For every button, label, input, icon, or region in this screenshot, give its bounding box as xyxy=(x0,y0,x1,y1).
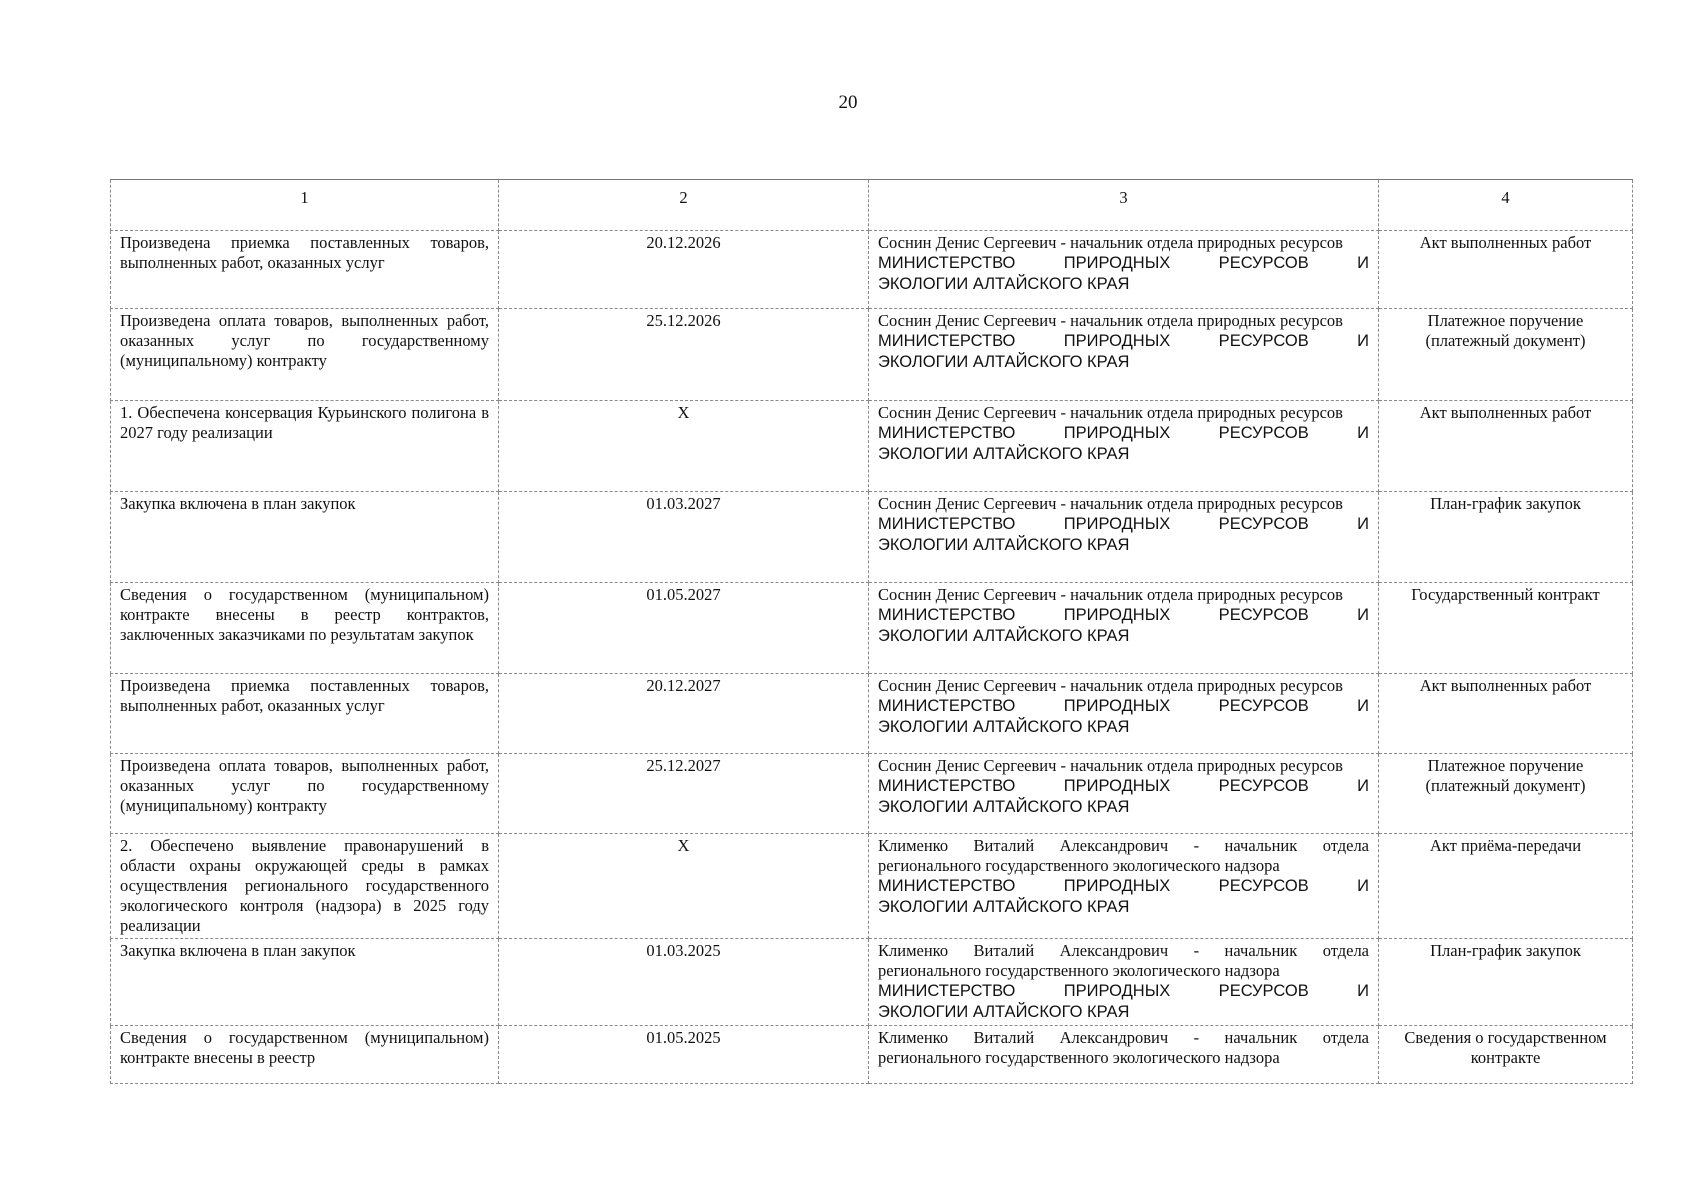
document-cell: Акт выполненных работ xyxy=(1379,231,1633,309)
table-row xyxy=(111,834,1633,939)
document-cell: Платежное поручение (платежный документ) xyxy=(1379,309,1633,401)
responsible-org-line1: МИНИСТЕРСТВО ПРИРОДНЫХ РЕСУРСОВ И xyxy=(878,697,1369,715)
responsible-person: Соснин Денис Сергеевич - начальник отдела природных ресурсов xyxy=(878,756,1343,775)
event-cell: Произведена приемка поставленных товаров, выполненных работ, оказанных услуг xyxy=(111,231,499,309)
event-cell: Произведена оплата товаров, выполненных работ, оказанных услуг по государственному (муниципальному) контракту xyxy=(111,309,499,401)
responsible-org-line1: МИНИСТЕРСТВО ПРИРОДНЫХ РЕСУРСОВ И xyxy=(878,254,1369,272)
document-cell: Акт выполненных работ xyxy=(1379,674,1633,754)
table-body xyxy=(111,231,1633,1084)
date-cell: 01.05.2027 xyxy=(499,583,869,674)
date-cell: 20.12.2027 xyxy=(499,674,869,754)
responsible-org-line2: ЭКОЛОГИИ АЛТАЙСКОГО КРАЯ xyxy=(878,353,1130,371)
responsible-cell xyxy=(869,754,1379,834)
event-cell: Произведена приемка поставленных товаров, выполненных работ, оказанных услуг xyxy=(111,674,499,754)
document-cell: Акт приёма-передачи xyxy=(1379,834,1633,939)
responsible-org-line2: ЭКОЛОГИИ АЛТАЙСКОГО КРАЯ xyxy=(878,445,1130,463)
responsible-org-line2: ЭКОЛОГИИ АЛТАЙСКОГО КРАЯ xyxy=(878,627,1130,645)
table-row xyxy=(111,939,1633,1026)
responsible-person: Соснин Денис Сергеевич - начальник отдела природных ресурсов xyxy=(878,233,1343,252)
responsible-org-line1: МИНИСТЕРСТВО ПРИРОДНЫХ РЕСУРСОВ И xyxy=(878,606,1369,624)
responsible-person: Соснин Денис Сергеевич - начальник отдела природных ресурсов xyxy=(878,676,1343,695)
responsible-org-line2: ЭКОЛОГИИ АЛТАЙСКОГО КРАЯ xyxy=(878,1003,1130,1021)
responsible-cell xyxy=(869,309,1379,401)
responsible-person: Соснин Денис Сергеевич - начальник отдела природных ресурсов xyxy=(878,403,1343,422)
responsible-cell xyxy=(869,834,1379,939)
responsible-person: Соснин Денис Сергеевич - начальник отдела природных ресурсов xyxy=(878,311,1343,330)
date-cell: 25.12.2027 xyxy=(499,754,869,834)
table-row xyxy=(111,1026,1633,1084)
responsible-cell xyxy=(869,674,1379,754)
responsible-cell xyxy=(869,583,1379,674)
event-cell: 1. Обеспечена консервация Курьинского полигона в 2027 году реализации xyxy=(111,401,499,492)
date-cell: X xyxy=(499,834,869,939)
responsible-org-line2: ЭКОЛОГИИ АЛТАЙСКОГО КРАЯ xyxy=(878,536,1130,554)
table-row xyxy=(111,583,1633,674)
column-header-3: 3 xyxy=(869,180,1379,231)
event-cell: Сведения о государственном (муниципальном) контракте внесены в реестр контрактов, заключенных заказчиками по результатам закупок xyxy=(111,583,499,674)
responsible-org-line1: МИНИСТЕРСТВО ПРИРОДНЫХ РЕСУРСОВ И xyxy=(878,515,1369,533)
responsible-org-line2: ЭКОЛОГИИ АЛТАЙСКОГО КРАЯ xyxy=(878,275,1130,293)
table-row xyxy=(111,674,1633,754)
table-row xyxy=(111,231,1633,309)
table-row xyxy=(111,309,1633,401)
date-cell: 25.12.2026 xyxy=(499,309,869,401)
document-cell: Акт выполненных работ xyxy=(1379,401,1633,492)
column-header-1: 1 xyxy=(111,180,499,231)
table-row xyxy=(111,401,1633,492)
responsible-cell xyxy=(869,492,1379,583)
event-cell: 2. Обеспечено выявление правонарушений в области охраны окружающей среды в рамках осуществления регионального государственного экологического контроля (надзора) в 2025 году реализации xyxy=(111,834,499,939)
column-header-2: 2 xyxy=(499,180,869,231)
document-cell: Государственный контракт xyxy=(1379,583,1633,674)
table-row xyxy=(111,754,1633,834)
responsible-person: Соснин Денис Сергеевич - начальник отдела природных ресурсов xyxy=(878,585,1343,604)
responsible-cell xyxy=(869,231,1379,309)
responsible-org-line1: МИНИСТЕРСТВО ПРИРОДНЫХ РЕСУРСОВ И xyxy=(878,982,1369,1000)
schedule-table xyxy=(110,179,1633,1084)
responsible-cell xyxy=(869,1026,1379,1084)
responsible-org-line2: ЭКОЛОГИИ АЛТАЙСКОГО КРАЯ xyxy=(878,898,1130,916)
responsible-org-line2: ЭКОЛОГИИ АЛТАЙСКОГО КРАЯ xyxy=(878,798,1130,816)
event-cell: Сведения о государственном (муниципальном) контракте внесены в реестр xyxy=(111,1026,499,1084)
table-header-row xyxy=(111,180,1633,231)
table-row xyxy=(111,492,1633,583)
page-number: 20 xyxy=(838,92,858,113)
responsible-org-line2: ЭКОЛОГИИ АЛТАЙСКОГО КРАЯ xyxy=(878,718,1130,736)
responsible-cell xyxy=(869,401,1379,492)
responsible-cell xyxy=(869,939,1379,1026)
event-cell: Закупка включена в план закупок xyxy=(111,939,499,1026)
column-header-4: 4 xyxy=(1379,180,1633,231)
event-cell: Закупка включена в план закупок xyxy=(111,492,499,583)
date-cell: 01.05.2025 xyxy=(499,1026,869,1084)
responsible-person: Соснин Денис Сергеевич - начальник отдела природных ресурсов xyxy=(878,494,1343,513)
event-cell: Произведена оплата товаров, выполненных работ, оказанных услуг по государственному (муниципальному) контракту xyxy=(111,754,499,834)
date-cell: X xyxy=(499,401,869,492)
responsible-org-line1: МИНИСТЕРСТВО ПРИРОДНЫХ РЕСУРСОВ И xyxy=(878,424,1369,442)
date-cell: 01.03.2025 xyxy=(499,939,869,1026)
responsible-person: Клименко Виталий Александрович - начальник отдела регионального государственного экологического надзора xyxy=(878,1028,1369,1067)
responsible-person: Клименко Виталий Александрович - начальник отдела регионального государственного экологического надзора xyxy=(878,836,1369,875)
document-cell: Платежное поручение (платежный документ) xyxy=(1379,754,1633,834)
date-cell: 01.03.2027 xyxy=(499,492,869,583)
responsible-person: Клименко Виталий Александрович - начальник отдела регионального государственного экологического надзора xyxy=(878,941,1369,980)
responsible-org-line1: МИНИСТЕРСТВО ПРИРОДНЫХ РЕСУРСОВ И xyxy=(878,777,1369,795)
responsible-org-line1: МИНИСТЕРСТВО ПРИРОДНЫХ РЕСУРСОВ И xyxy=(878,332,1369,350)
document-cell: Сведения о государственном контракте xyxy=(1379,1026,1633,1084)
date-cell: 20.12.2026 xyxy=(499,231,869,309)
responsible-org-line1: МИНИСТЕРСТВО ПРИРОДНЫХ РЕСУРСОВ И xyxy=(878,877,1369,895)
document-cell: План-график закупок xyxy=(1379,939,1633,1026)
document-cell: План-график закупок xyxy=(1379,492,1633,583)
